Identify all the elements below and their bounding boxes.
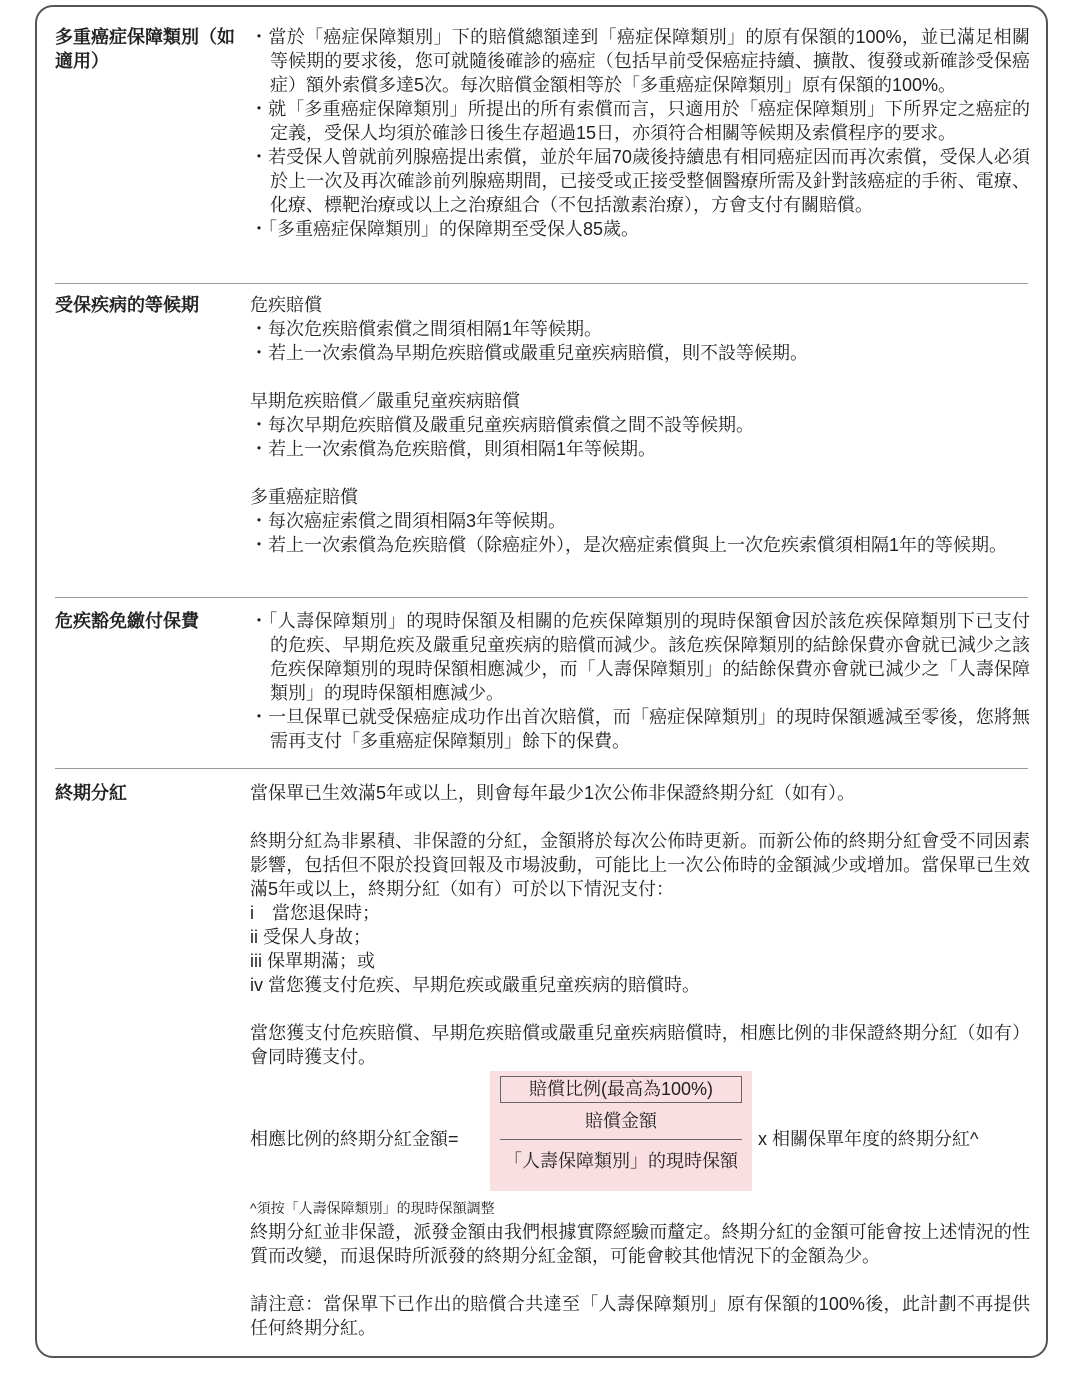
formula-numerator: 賠償金額	[585, 1111, 657, 1131]
paragraph: 請注意：當保單下已作出的賠償合共達至「人壽保障類別」原有保額的100%後，此計劃不再提供任何終期分紅。	[250, 1294, 1030, 1338]
bullet: ・若上一次索償為危疾賠償，則須相隔1年等候期。	[250, 439, 657, 459]
formula-denominator: 「人壽保障類別」的現時保額	[504, 1151, 738, 1171]
paragraph: 當保單已生效滿5年或以上，則會每年最少1次公佈非保證終期分紅（如有）。	[250, 783, 856, 803]
group-title: 多重癌症賠償	[250, 487, 358, 507]
bullet: ・每次危疾賠償索償之間須相隔1年等候期。	[250, 319, 603, 339]
section-label: 危疾豁免繳付保費	[55, 611, 199, 631]
bullet: ・每次癌症索償之間須相隔3年等候期。	[250, 511, 567, 531]
bullet: ・若上一次索償為早期危疾賠償或嚴重兒童疾病賠償，則不設等候期。	[250, 343, 808, 363]
footnote: ^須按「人壽保障類別」的現時保額調整	[250, 1200, 495, 1216]
divider	[55, 283, 1028, 284]
list-item: iii 保單期滿；或	[250, 951, 375, 971]
bullet: ・「多重癌症保障類別」的保障期至受保人85歲。	[250, 219, 640, 239]
dividend-formula	[250, 1071, 1030, 1196]
list-item: ii 受保人身故；	[250, 927, 371, 947]
bullet: ・若上一次索償為危疾賠償（除癌症外），是次癌症索償與上一次危疾索償須相隔1年的等候期。	[250, 535, 1008, 555]
paragraph: 當您獲支付危疾賠償、早期危疾賠償或嚴重兒童疾病賠償時，相應比例的非保證終期分紅（如有）會同時獲支付。	[250, 1023, 1030, 1067]
bullet: ・就「多重癌症保障類別」所提出的所有索償而言，只適用於「癌症保障類別」下所界定之癌症的定義，受保人均須於確診日後生存超過15日，亦須符合相關等候期及索償程序的要求。	[250, 99, 1030, 143]
formula-lhs: 相應比例的終期分紅金額=	[250, 1129, 459, 1149]
formula-rhs: x 相關保單年度的終期分紅^	[758, 1129, 979, 1149]
divider	[55, 768, 1028, 769]
fraction-line	[500, 1139, 742, 1140]
section-label: 終期分紅	[55, 783, 127, 803]
bullet: ・每次早期危疾賠償及嚴重兒童疾病賠償索償之間不設等候期。	[250, 415, 754, 435]
formula-ratio: 賠償比例(最高為100%)	[500, 1076, 742, 1103]
list-item: iv 當您獲支付危疾、早期危疾或嚴重兒童疾病的賠償時。	[250, 975, 700, 995]
bullet: ・「人壽保障類別」的現時保額及相關的危疾保障類別的現時保額會因於該危疾保障類別下已支付的危疾、早期危疾及嚴重兒童疾病的賠償而減少。該危疾保障類別的結餘保費亦會就已減少之該危疾保障類別的現時保額相應減少，而「人壽保障類別」的結餘保費亦會就已減少之「人壽保障類別」的現時保額相應減少。	[250, 611, 1030, 703]
group-title: 早期危疾賠償／嚴重兒童疾病賠償	[250, 391, 520, 411]
bullet: ・若受保人曾就前列腺癌提出索償，並於年屆70歲後持續患有相同癌症因而再次索償，受保人必須於上一次及再次確診前列腺癌期間，已接受或正接受整個醫療所需及針對該癌症的手術、電療、化療、標靶治療或以上之治療組合（不包括激素治療），方會支付有關賠償。	[250, 147, 1030, 215]
bullet: ・一旦保單已就受保癌症成功作出首次賠償，而「癌症保障類別」的現時保額遞減至零後，您將無需再支付「多重癌症保障類別」餘下的保費。	[250, 707, 1030, 751]
section-label: 多重癌症保障類別（如適用）	[55, 27, 235, 71]
list-item: i 當您退保時；	[250, 903, 380, 923]
section-label: 受保疾病的等候期	[55, 295, 199, 315]
paragraph: 終期分紅並非保證，派發金額由我們根據實際經驗而釐定。終期分紅的金額可能會按上述情況的性質而改變，而退保時所派發的終期分紅金額，可能會較其他情況下的金額為少。	[250, 1222, 1030, 1266]
divider	[55, 597, 1028, 598]
bullet: ・當於「癌症保障類別」下的賠償總額達到「癌症保障類別」的原有保額的100%，並已滿足相關等候期的要求後，您可就隨後確診的癌症（包括早前受保癌症持續、擴散、復發或新確診受保癌症）額外索償多達5次。每次賠償金額相等於「多重癌症保障類別」原有保額的100%。	[250, 27, 1030, 95]
paragraph: 終期分紅為非累積、非保證的分紅，金額將於每次公佈時更新。而新公佈的終期分紅會受不同因素影響，包括但不限於投資回報及市場波動，可能比上一次公佈時的金額減少或增加。當保單已生效滿5年或以上，終期分紅（如有）可於以下情況支付：	[250, 831, 1030, 899]
group-title: 危疾賠償	[250, 295, 322, 315]
